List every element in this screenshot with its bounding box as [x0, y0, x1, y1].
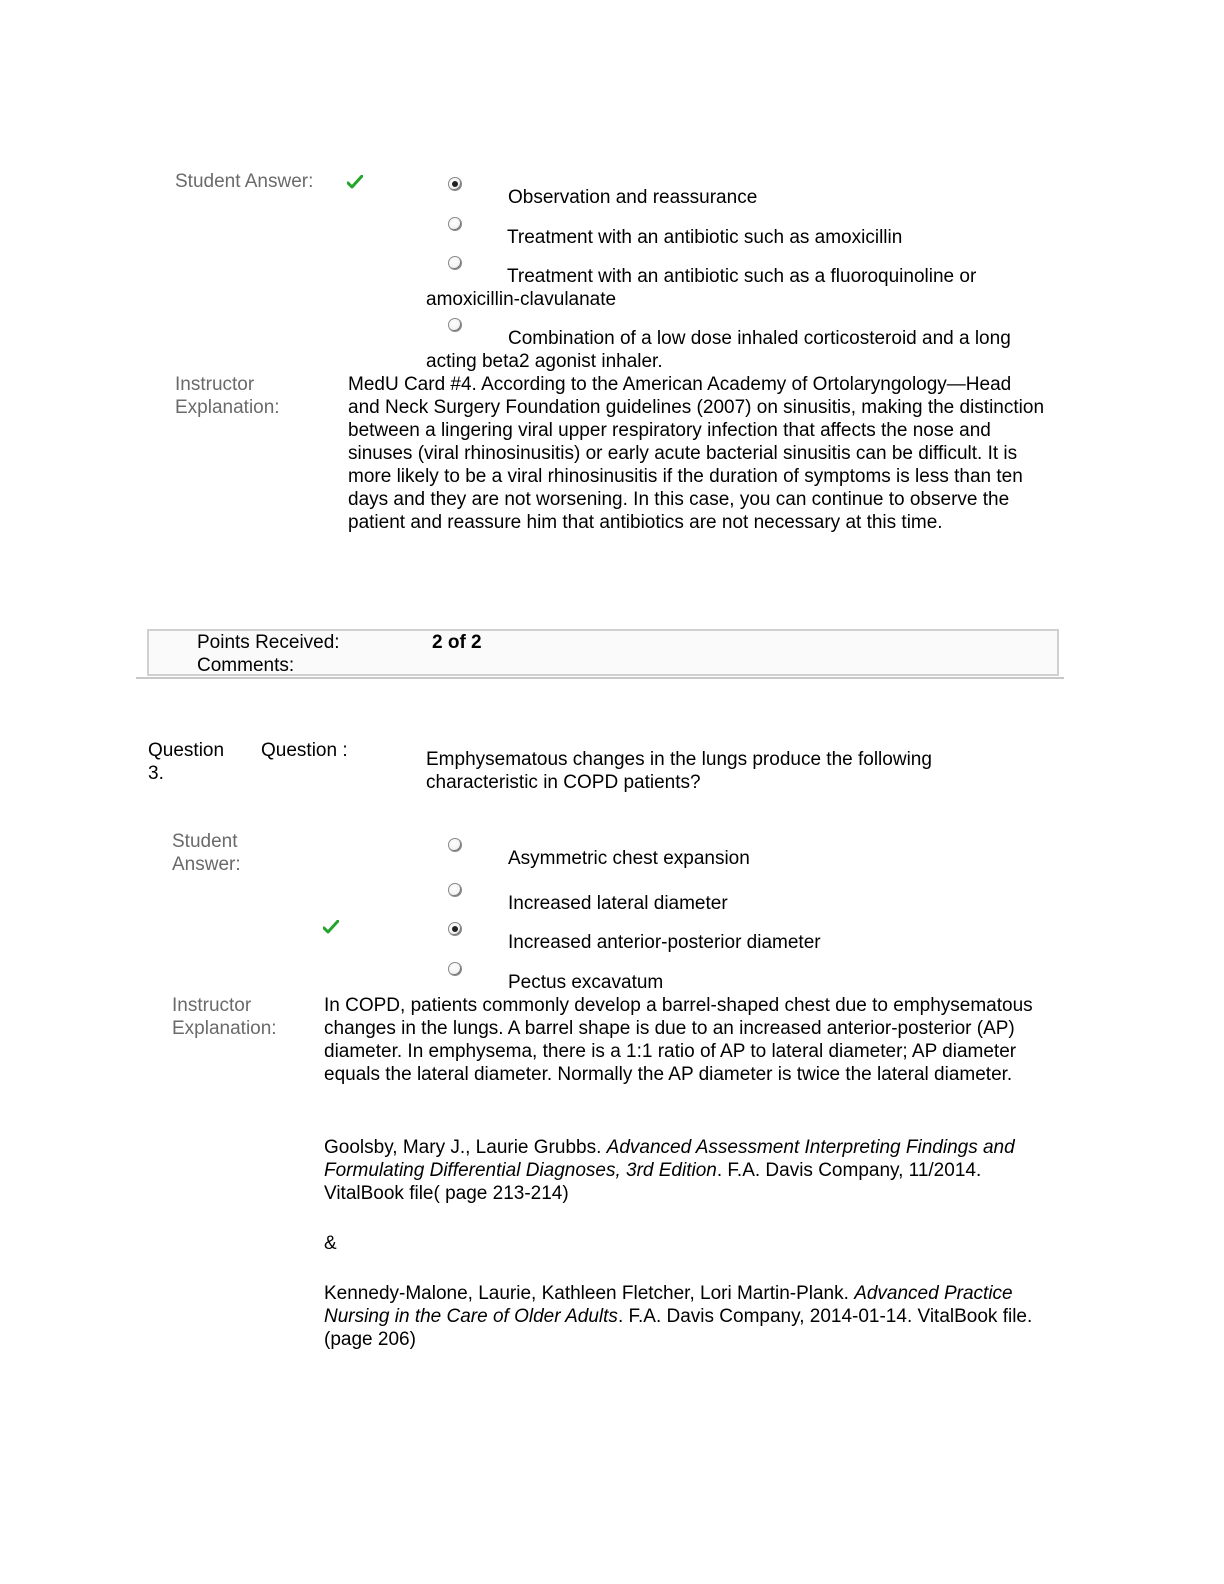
answer-option-3: Treatment with an antibiotic such as a fluoroquinoline or	[507, 266, 977, 287]
correct-check-icon	[323, 920, 339, 934]
question-text: Emphysematous changes in the lungs produce the following	[426, 749, 932, 770]
divider	[136, 677, 1064, 679]
instructor-label: Instructor	[172, 995, 252, 1016]
ampersand: &	[324, 1233, 337, 1254]
explanation-label: Explanation:	[175, 397, 280, 418]
answer-option-3-cont: amoxicillin-clavulanate	[426, 289, 617, 310]
q3-option-3: Increased anterior-posterior diameter	[508, 932, 821, 953]
ref1-publisher: . F.A. Davis Company, 11/2014. VitalBook file( page 213-214)	[324, 1160, 982, 1204]
points-received-label: Points Received:	[197, 632, 340, 653]
instructor-label: Instructor	[175, 374, 255, 395]
question-number: 3.	[148, 763, 164, 784]
explanation-paragraph: In COPD, patients commonly develop a barrel-shaped chest due to emphysematous changes in the lungs. A barrel shape is due to an increased anterior-posterior (AP) diameter. In emphysema, there is a 1:1 ratio of AP to lateral diameter; AP diameter equals the lateral diameter. Normally the AP diameter is twice the lateral diameter.	[324, 995, 1033, 1085]
correct-check-icon	[347, 175, 363, 189]
instructor-explanation	[324, 994, 1048, 1086]
comments-label: Comments:	[197, 655, 295, 676]
q3-radio-4[interactable]	[448, 962, 462, 976]
answer-option-4-cont: acting beta2 agonist inhaler.	[426, 351, 663, 372]
answer-option-2: Treatment with an antibiotic such as amoxicillin	[507, 227, 903, 248]
q3-radio-2[interactable]	[448, 883, 462, 897]
q3-radio-1[interactable]	[448, 838, 462, 852]
answer-label: Answer:	[172, 854, 241, 875]
answer-option-4: Combination of a low dose inhaled corticosteroid and a long	[508, 328, 1011, 349]
answer-radio-1[interactable]	[448, 177, 462, 191]
answer-radio-3[interactable]	[448, 256, 462, 270]
q3-option-1: Asymmetric chest expansion	[508, 848, 750, 869]
question-number-label: Question	[148, 740, 225, 761]
q3-radio-3[interactable]	[448, 922, 462, 936]
ref2-authors: Kennedy-Malone, Laurie, Kathleen Fletcher, Lori Martin-Plank.	[324, 1283, 855, 1304]
question-text-cont: characteristic in COPD patients?	[426, 772, 701, 793]
ref2-publisher: . F.A. Davis Company, 2014-01-14. VitalBook file. (page 206)	[324, 1306, 1033, 1350]
explanation-label: Explanation:	[172, 1018, 277, 1039]
q3-option-4: Pectus excavatum	[508, 972, 664, 993]
student-label: Student	[172, 831, 238, 852]
answer-option-1: Observation and reassurance	[508, 187, 758, 208]
reference-1	[324, 1136, 1048, 1205]
answer-radio-2[interactable]	[448, 217, 462, 231]
instructor-explanation: MedU Card #4. According to the American Academy of Ortolaryngology—Head and Neck Surgery Foundation guidelines (2007) on sinusitis, making the distinction between a lingering viral upper respiratory infection that affects the nose and sinuses (viral rhinosinusitis) or early acute bacterial sinusitis can be difficult. It is more likely to be a viral rhinosinusitis if the duration of symptoms is less than ten days and they are not worsening. In this case, you can continue to observe the patient and reassure him that antibiotics are not necessary at this time.	[348, 374, 1045, 533]
question-label: Question :	[261, 740, 348, 761]
reference-2	[324, 1282, 1048, 1351]
answer-radio-4[interactable]	[448, 318, 462, 332]
q3-option-2: Increased lateral diameter	[508, 893, 728, 914]
student-answer-label: Student Answer:	[175, 171, 314, 192]
ref2-title: Advanced Practice Nursing in the Care of Older Adults	[324, 1283, 1013, 1327]
ref1-authors: Goolsby, Mary J., Laurie Grubbs.	[324, 1137, 607, 1158]
points-received-value: 2 of 2	[432, 632, 482, 653]
ref1-title: Advanced Assessment Interpreting Findings and Formulating Differential Diagnoses, 3rd Edition	[324, 1137, 1015, 1181]
